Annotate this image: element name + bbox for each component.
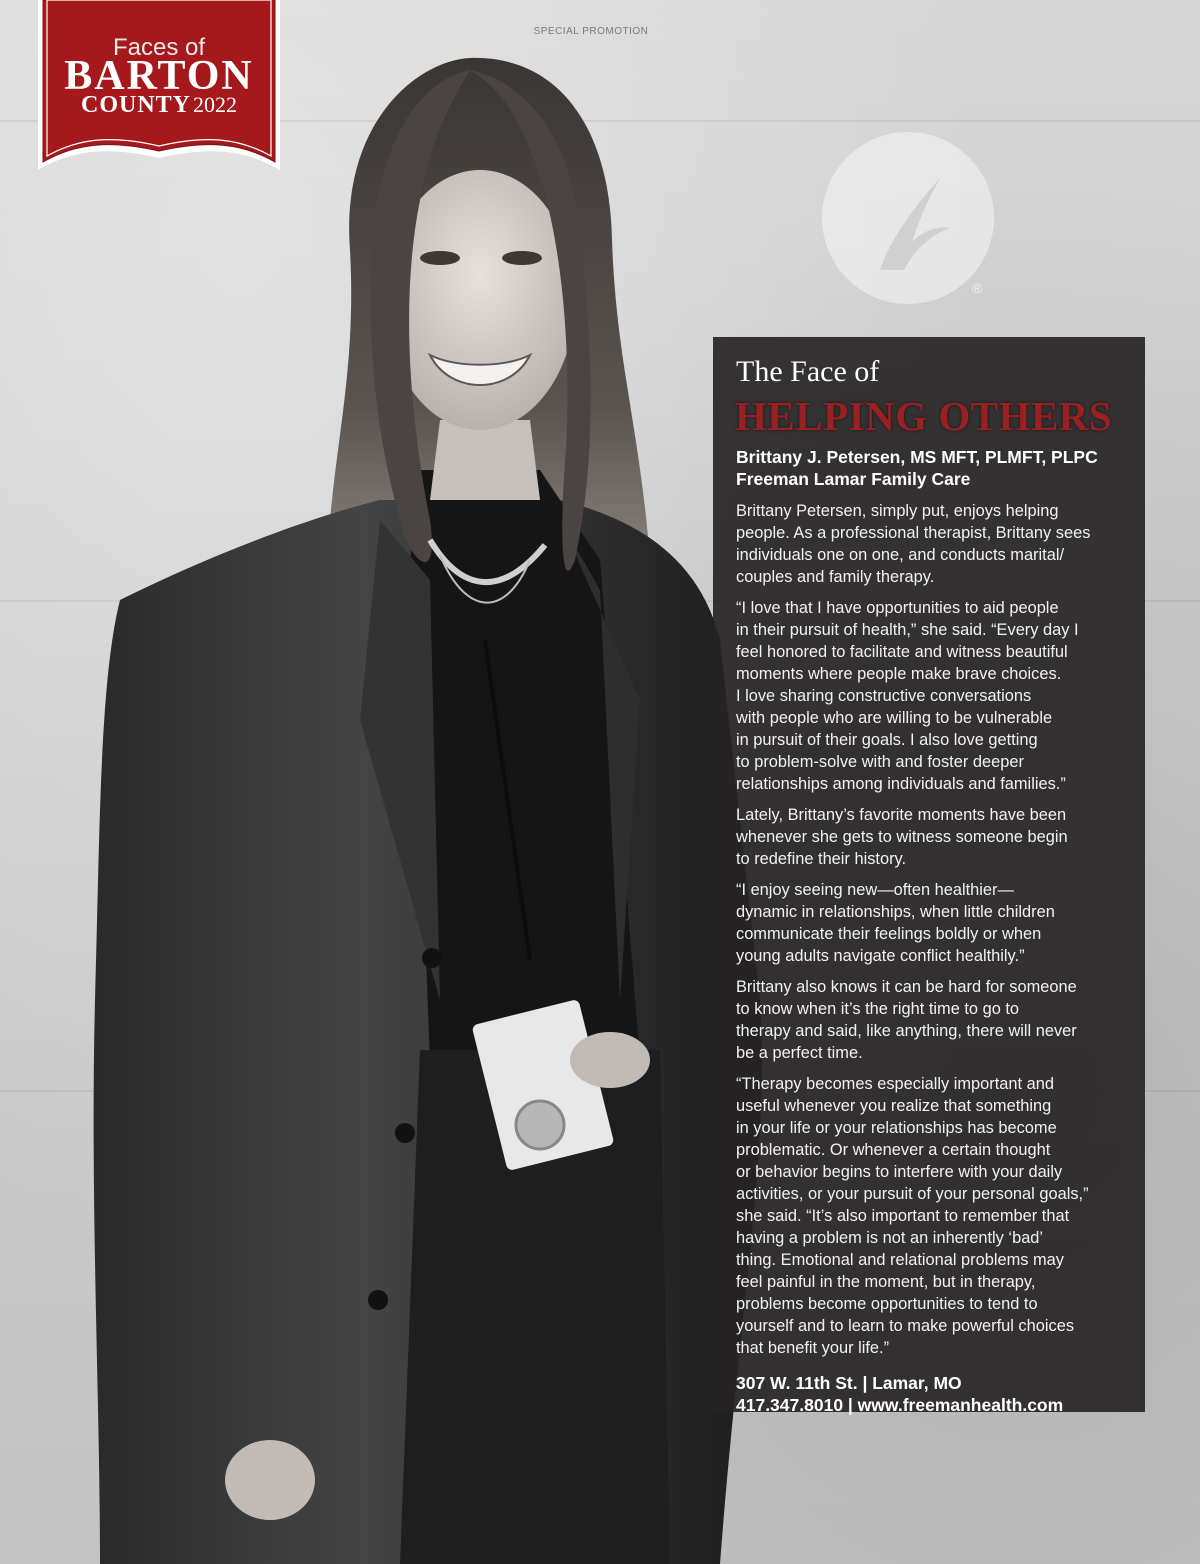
- article-paragraph: “Therapy becomes especially important and useful whenever you realize that something in your life or your relationships has become problematic. Or whenever a certain thought or behavior begins to interfere with your daily activities, or your pursuit of your personal goals,” she said. “It’s also important to remember that having a problem is not an inherently ‘bad’ thing. Emotional and relational problems may feel painful in the moment, but in therapy, problems become opportunities to tend to yourself and to learn to make powerful choices that benefit your life.”: [736, 1075, 1089, 1357]
- logo-line-barton: BARTON: [64, 53, 254, 99]
- logo-county: COUNTY: [80, 92, 191, 118]
- article-eyebrow: The Face of: [736, 355, 880, 388]
- article-paragraph: Lately, Brittany’s favorite moments have been whenever she gets to witness someone begin to redefine their history.: [736, 806, 1068, 868]
- article-paragraph: Brittany Petersen, simply put, enjoys helping people. As a professional therapist, Brittany sees individuals one on one, and conducts marital/ couples and family therapy.: [736, 502, 1091, 586]
- faces-of-barton-county-logo: [36, 0, 282, 178]
- contact-info: [736, 1372, 1136, 1416]
- article-headline: HELPING OTHERS: [735, 393, 1113, 439]
- byline-name: Brittany J. Petersen, MS MFT, PLMFT, PLPC: [736, 447, 1098, 467]
- article-paragraph: “I enjoy seeing new—often healthier— dynamic in relationships, when little children communicate their feelings boldly or when young adults navigate conflict healthily.”: [736, 881, 1055, 965]
- logo-line-county: [36, 92, 282, 119]
- article-byline: [736, 446, 1131, 490]
- contact-phone-website: 417.347.8010 | www.freemanhealth.com: [736, 1395, 1064, 1415]
- special-promotion-label: SPECIAL PROMOTION: [533, 26, 649, 37]
- contact-address: 307 W. 11th St. | Lamar, MO: [736, 1373, 962, 1393]
- registered-mark: ®: [972, 280, 983, 296]
- logo-line-faces-of: Faces of: [112, 34, 206, 61]
- logo-year: 2022: [193, 92, 237, 117]
- article-body: [736, 500, 1131, 1368]
- article-paragraph: Brittany also knows it can be hard for someone to know when it’s the right time to go to therapy and said, like anything, there will never be a perfect time.: [736, 978, 1077, 1062]
- freeman-logo-icon: [820, 130, 996, 306]
- byline-organization: Freeman Lamar Family Care: [736, 469, 971, 489]
- article-paragraph: “I love that I have opportunities to aid people in their pursuit of health,” she said. “Every day I feel honored to facilitate and witness beautiful moments where people make brave choices. I love sharing constructive conversations with people who are willing to be vulnerable in pursuit of their goals. I also love getting to problem-solve with and foster deeper relationships among individuals and families.”: [736, 599, 1079, 793]
